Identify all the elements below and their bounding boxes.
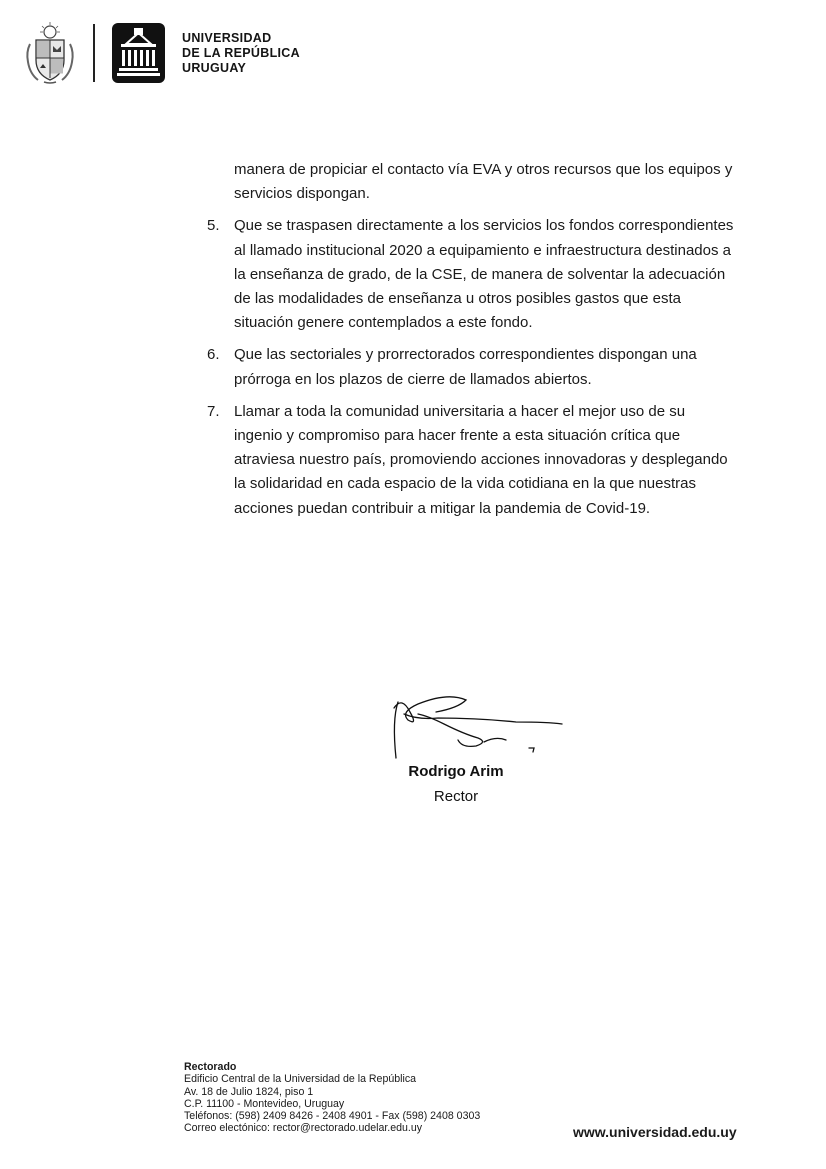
university-name-line: URUGUAY — [182, 61, 247, 75]
university-name — [182, 31, 300, 76]
uruguay-coat-of-arms-icon — [24, 22, 76, 84]
signatory-name: Rodrigo Arim — [408, 763, 504, 780]
footer-line: Correo electónico: rector@rectorado.udelar.edu.uy — [184, 1122, 423, 1135]
list-item — [207, 343, 734, 391]
footer-address — [184, 1061, 480, 1135]
list-item-text: Que las sectoriales y prorrectorados correspondientes dispongan una prórroga en los plazos de cierre de llamados abiertos. — [234, 346, 697, 388]
list-item — [207, 214, 734, 335]
list-item — [207, 400, 734, 521]
footer-line: C.P. 11100 - Montevideo, Uruguay — [184, 1097, 345, 1110]
footer-line: Teléfonos: (598) 2409 8426 - 2408 4901 - Fax (598) 2408 0303 — [184, 1110, 481, 1123]
handwritten-signature — [388, 690, 568, 762]
list-item-text: Llamar a toda la comunidad universitaria a hacer el mejor uso de su ingenio y compromiso para hacer frente a esta situación crítica que atraviesa nuestro país, promoviendo acciones innovadoras y desplegando la solidaridad en cada espacio de la vida cotidiana en la que nuestras acciones puedan contribuir a mitigar la pandemia de Covid-19. — [234, 402, 728, 517]
letterhead — [24, 22, 344, 86]
footer-line: Edificio Central de la Universidad de la República — [184, 1073, 417, 1086]
university-name-line: DE LA REPÚBLICA — [182, 46, 300, 60]
footer-website: www.universidad.edu.uy — [573, 1124, 737, 1140]
list-item-text: Que se traspasen directamente a los servicios los fondos correspondientes al llamado institucional 2020 a equipamiento e infraestructura destinados a la enseñanza de grado, de la CSE, de manera de solventar la adecuación de las modalidades de enseñanza u otros posibles gastos que esta situación genere contemplados a este fondo. — [234, 217, 734, 332]
signatory-role: Rector — [433, 788, 479, 805]
header-divider — [93, 24, 95, 82]
list-item-number: 6. — [207, 346, 220, 364]
university-building-logo-icon — [112, 23, 165, 83]
continuation-paragraph: manera de propiciar el contacto vía EVA y otros recursos que los equipos y servicios dispongan. — [234, 161, 733, 203]
university-name-line: UNIVERSIDAD — [182, 31, 272, 45]
document-body — [207, 158, 734, 529]
footer-line: Av. 18 de Julio 1824, piso 1 — [184, 1085, 314, 1098]
numbered-list — [207, 214, 734, 520]
footer-title: Rectorado — [184, 1061, 237, 1073]
list-item-number: 7. — [207, 402, 220, 420]
list-item-number: 5. — [207, 217, 220, 235]
